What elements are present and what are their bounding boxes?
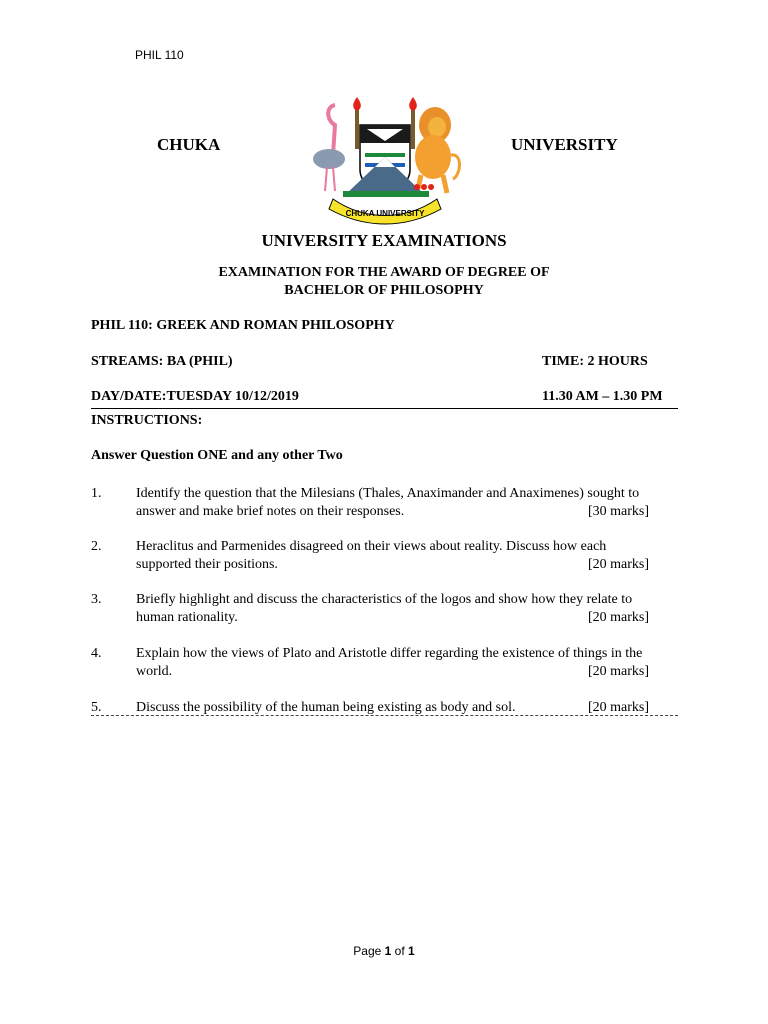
question-item: [91, 538, 661, 574]
footer-of-word: of: [394, 944, 405, 958]
award-line-1: EXAMINATION FOR THE AWARD OF DEGREE OF: [218, 265, 550, 280]
answer-instruction: Answer Question ONE and any other Two: [91, 448, 343, 463]
question-text: Discuss the possibility of the human being existing as body and sol.: [136, 700, 516, 715]
question-number: 1.: [91, 486, 102, 501]
university-name-right: UNIVERSITY: [511, 135, 618, 154]
university-name-left: CHUKA: [157, 135, 221, 154]
footer-page-word: Page: [353, 944, 382, 958]
instructions-label: INSTRUCTIONS:: [91, 413, 203, 428]
question-marks: [30 marks]: [588, 504, 650, 519]
university-crest-logo: [305, 95, 465, 225]
question-text: Explain how the views of Plato and Aristotle differ regarding the existence of things in the world.: [136, 646, 643, 679]
question-marks: [20 marks]: [588, 700, 650, 715]
question-number: 5.: [91, 700, 102, 715]
exam-hours: 11.30 AM – 1.30 PM: [542, 389, 663, 404]
award-line-2: BACHELOR OF PHILOSOPHY: [284, 283, 484, 298]
question-text: Identify the question that the Milesians (Thales, Anaximander and Anaximenes) sought to answer and make brief notes on their responses.: [136, 486, 640, 519]
day-date-label: DAY/DATE:TUESDAY 10/12/2019: [91, 389, 299, 404]
question-text: Heraclitus and Parmenides disagreed on their views about reality. Discuss how each supported their positions.: [136, 539, 607, 572]
footer-page-number: 1: [384, 944, 392, 958]
question-marks: [20 marks]: [588, 664, 650, 679]
streams-label: STREAMS: BA (PHIL): [91, 354, 233, 369]
question-text: Briefly highlight and discuss the characteristics of the logos and show how they relate to human rationality.: [136, 592, 633, 625]
exam-title: UNIVERSITY EXAMINATIONS: [261, 231, 507, 250]
header-course-code: PHIL 110: [135, 48, 184, 62]
footer-page-total: 1: [408, 944, 415, 958]
header-divider: [91, 408, 678, 409]
question-number: 2.: [91, 539, 102, 554]
time-label: TIME: 2 HOURS: [542, 354, 648, 369]
award-heading: [0, 264, 768, 300]
question-item: [91, 485, 661, 521]
page-footer: [0, 944, 768, 958]
end-divider: [91, 715, 678, 716]
question-item: [91, 591, 661, 627]
question-marks: [20 marks]: [588, 610, 650, 625]
question-marks: [20 marks]: [588, 557, 650, 572]
question-number: 4.: [91, 646, 102, 661]
question-item: [91, 645, 661, 681]
course-title: PHIL 110: GREEK AND ROMAN PHILOSOPHY: [91, 318, 395, 333]
question-number: 3.: [91, 592, 102, 607]
crest-ribbon-text: CHUKA UNIVERSITY: [345, 209, 425, 218]
